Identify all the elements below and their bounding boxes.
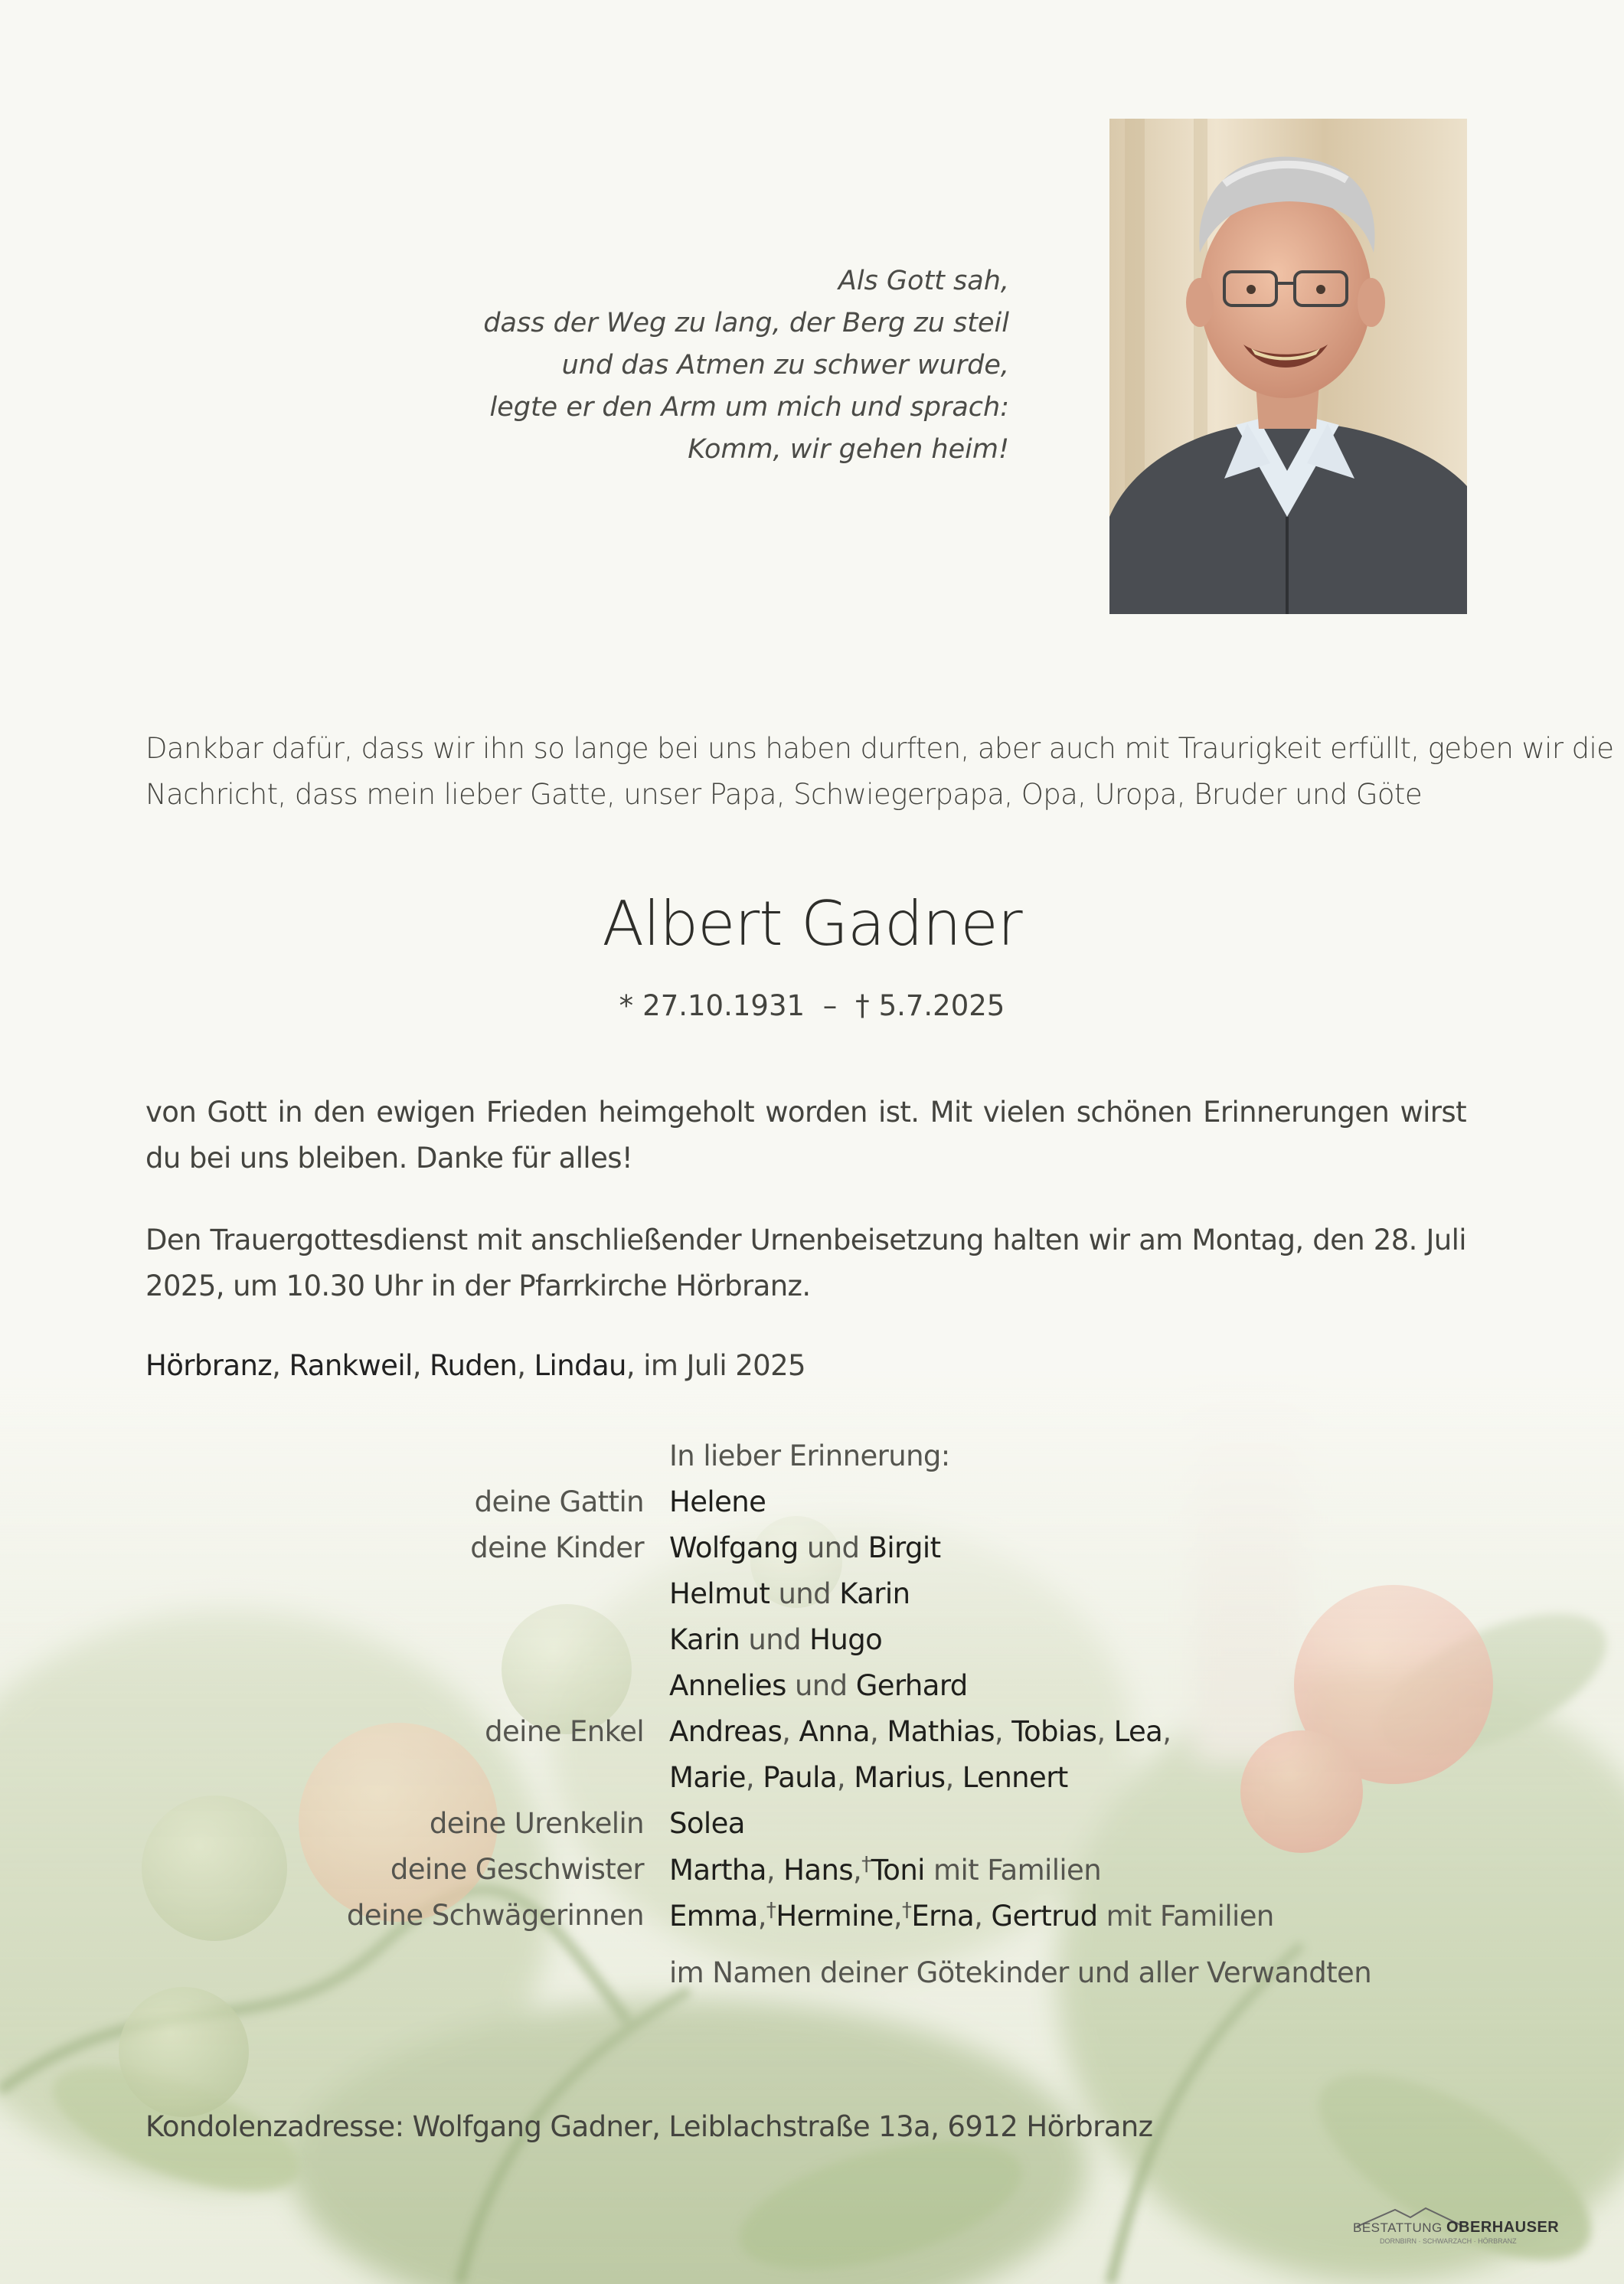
family-names <box>669 1853 1101 1887</box>
date-separator: – <box>822 989 838 1022</box>
connector-text: mit Familien <box>924 1854 1102 1887</box>
condolence-address: Kondolenzadresse: Wolfgang Gadner, Leiblachstraße 13a, 6912 Hörbranz <box>145 2110 1153 2143</box>
relative-name: Marius <box>854 1761 946 1794</box>
family-heading-row <box>0 1439 1624 1485</box>
deceased-cross-mark: † <box>861 1853 871 1876</box>
relative-name: Gertrud <box>991 1900 1098 1933</box>
connector-text: und <box>786 1669 856 1702</box>
quote-line: legte er den Arm um mich und sprach: <box>489 392 1009 423</box>
funeral-service-paragraph: Den Trauergottesdienst mit anschließender Urnenbeisetzung halten wir am Montag, den 28. Juli 2025, um 10.30 Uhr in der Pfarrkirche Hörbranz. <box>145 1224 1466 1302</box>
quote-line: dass der Weg zu lang, der Berg zu steil <box>483 308 1009 338</box>
family-names <box>669 1577 910 1610</box>
family-row <box>0 1715 1624 1761</box>
family-row <box>0 1899 1624 1945</box>
life-dates <box>0 989 1624 1022</box>
family-role: deine Kinder <box>470 1531 644 1564</box>
deceased-name: Albert Gadner <box>602 888 1022 959</box>
family-names <box>669 1669 968 1702</box>
connector-text: , <box>853 1854 862 1887</box>
family-closing-row <box>0 1956 1624 2002</box>
relative-name: Helene <box>669 1485 766 1518</box>
funeral-home-logo <box>1349 2205 1560 2251</box>
family-row <box>0 1623 1624 1669</box>
family-row <box>0 1531 1624 1577</box>
family-names <box>669 1623 882 1656</box>
family-names <box>669 1899 1274 1933</box>
family-closing: im Namen deiner Götekinder und aller Verwandten <box>669 1956 1372 1989</box>
connector-text: , <box>1162 1715 1171 1748</box>
connector-text: , <box>945 1761 962 1794</box>
place-name: Hörbranz <box>145 1349 273 1382</box>
relative-name: Hans <box>783 1854 853 1887</box>
relative-name: Emma <box>669 1900 758 1933</box>
family-row <box>0 1669 1624 1715</box>
logo-subtitle: DORNBIRN · SCHWARZACH · HÖRBRANZ <box>1380 2237 1517 2245</box>
family-names <box>669 1485 766 1518</box>
quote-line: Als Gott sah, <box>838 266 1009 296</box>
family-names <box>669 1807 745 1840</box>
relative-name: Martha <box>669 1854 766 1887</box>
places-date: , im Juli 2025 <box>626 1349 805 1382</box>
relative-name: Andreas <box>669 1715 783 1748</box>
relative-name: Anna <box>799 1715 870 1748</box>
family-names <box>669 1531 940 1564</box>
family-role: deine Enkel <box>485 1715 644 1748</box>
connector-text: , <box>974 1900 992 1933</box>
intro-text <box>145 726 1614 818</box>
death-symbol: † <box>855 989 870 1022</box>
relative-name: Lea <box>1113 1715 1163 1748</box>
deceased-cross-mark: † <box>901 1899 912 1922</box>
family-row <box>0 1853 1624 1899</box>
relative-name: Wolfgang <box>669 1531 799 1564</box>
relative-name: Lennert <box>962 1761 1068 1794</box>
relative-name: Birgit <box>868 1531 941 1564</box>
relative-name: Karin <box>669 1623 740 1656</box>
place-name: Rankweil <box>289 1349 413 1382</box>
logo-prefix: BESTATTUNG <box>1353 2220 1443 2235</box>
family-role: deine Geschwister <box>390 1853 644 1886</box>
death-date: 5.7.2025 <box>878 989 1005 1022</box>
intro-line: Nachricht, dass mein lieber Gatte, unser Papa, Schwiegerpapa, Opa, Uropa, Bruder und Göte <box>145 778 1422 811</box>
relative-name: Solea <box>669 1807 745 1840</box>
family-row <box>0 1761 1624 1807</box>
family-role: deine Urenkelin <box>429 1807 644 1840</box>
connector-text: , <box>836 1761 854 1794</box>
places-line: Hörbranz, Rankweil, Ruden, Lindau, im Juli 2025 <box>145 1349 805 1382</box>
relative-name: Erna <box>911 1900 975 1933</box>
connector-text: , <box>893 1900 902 1933</box>
connector-text: , <box>782 1715 799 1748</box>
connector-text: und <box>798 1531 868 1564</box>
connector-text: , <box>994 1715 1012 1748</box>
connector-text: und <box>770 1577 840 1610</box>
relative-name: Karin <box>839 1577 910 1610</box>
intro-line: Dankbar dafür, dass wir ihn so lange bei uns haben durften, aber auch mit Traurigkeit erfüllt, geben wir die <box>145 732 1614 765</box>
farewell-paragraph: von Gott in den ewigen Frieden heimgeholt worden ist. Mit vielen schönen Erinnerungen wirst du bei uns bleiben. Danke für alles! <box>145 1096 1466 1175</box>
family-names <box>669 1761 1068 1794</box>
birth-symbol: * <box>619 989 634 1022</box>
connector-text: mit Familien <box>1097 1900 1274 1933</box>
relative-name: Hermine <box>776 1900 894 1933</box>
quote-line: Komm, wir gehen heim! <box>688 434 1009 465</box>
connector-text: und <box>740 1623 810 1656</box>
deceased-cross-mark: † <box>766 1899 776 1922</box>
quote-line: und das Atmen zu schwer wurde, <box>561 350 1009 381</box>
portrait-photo <box>1109 119 1467 614</box>
connector-text: , <box>1096 1715 1114 1748</box>
relative-name: Paula <box>763 1761 837 1794</box>
family-heading: In lieber Erinnerung: <box>669 1439 950 1472</box>
place-name: Ruden <box>430 1349 518 1382</box>
family-row <box>0 1577 1624 1623</box>
birth-date: 27.10.1931 <box>642 989 805 1022</box>
family-row <box>0 1807 1624 1853</box>
relative-name: Annelies <box>669 1669 786 1702</box>
relative-name: Gerhard <box>855 1669 968 1702</box>
relative-name: Hugo <box>809 1623 883 1656</box>
relative-name: Mathias <box>887 1715 995 1748</box>
family-role: deine Gattin <box>474 1485 644 1518</box>
relative-name: Toni <box>871 1854 925 1887</box>
family-row <box>0 1485 1624 1531</box>
relative-name: Marie <box>669 1761 746 1794</box>
relative-name: Tobias <box>1011 1715 1097 1748</box>
relative-name: Helmut <box>669 1577 770 1610</box>
place-name: Lindau <box>534 1349 626 1382</box>
memorial-quote <box>473 260 1009 471</box>
connector-text: , <box>745 1761 763 1794</box>
connector-text: , <box>766 1854 784 1887</box>
connector-text: , <box>870 1715 887 1748</box>
family-role: deine Schwägerinnen <box>346 1899 644 1932</box>
family-names <box>669 1715 1171 1748</box>
logo-name: OBERHAUSER <box>1446 2219 1560 2236</box>
connector-text: , <box>757 1900 766 1933</box>
